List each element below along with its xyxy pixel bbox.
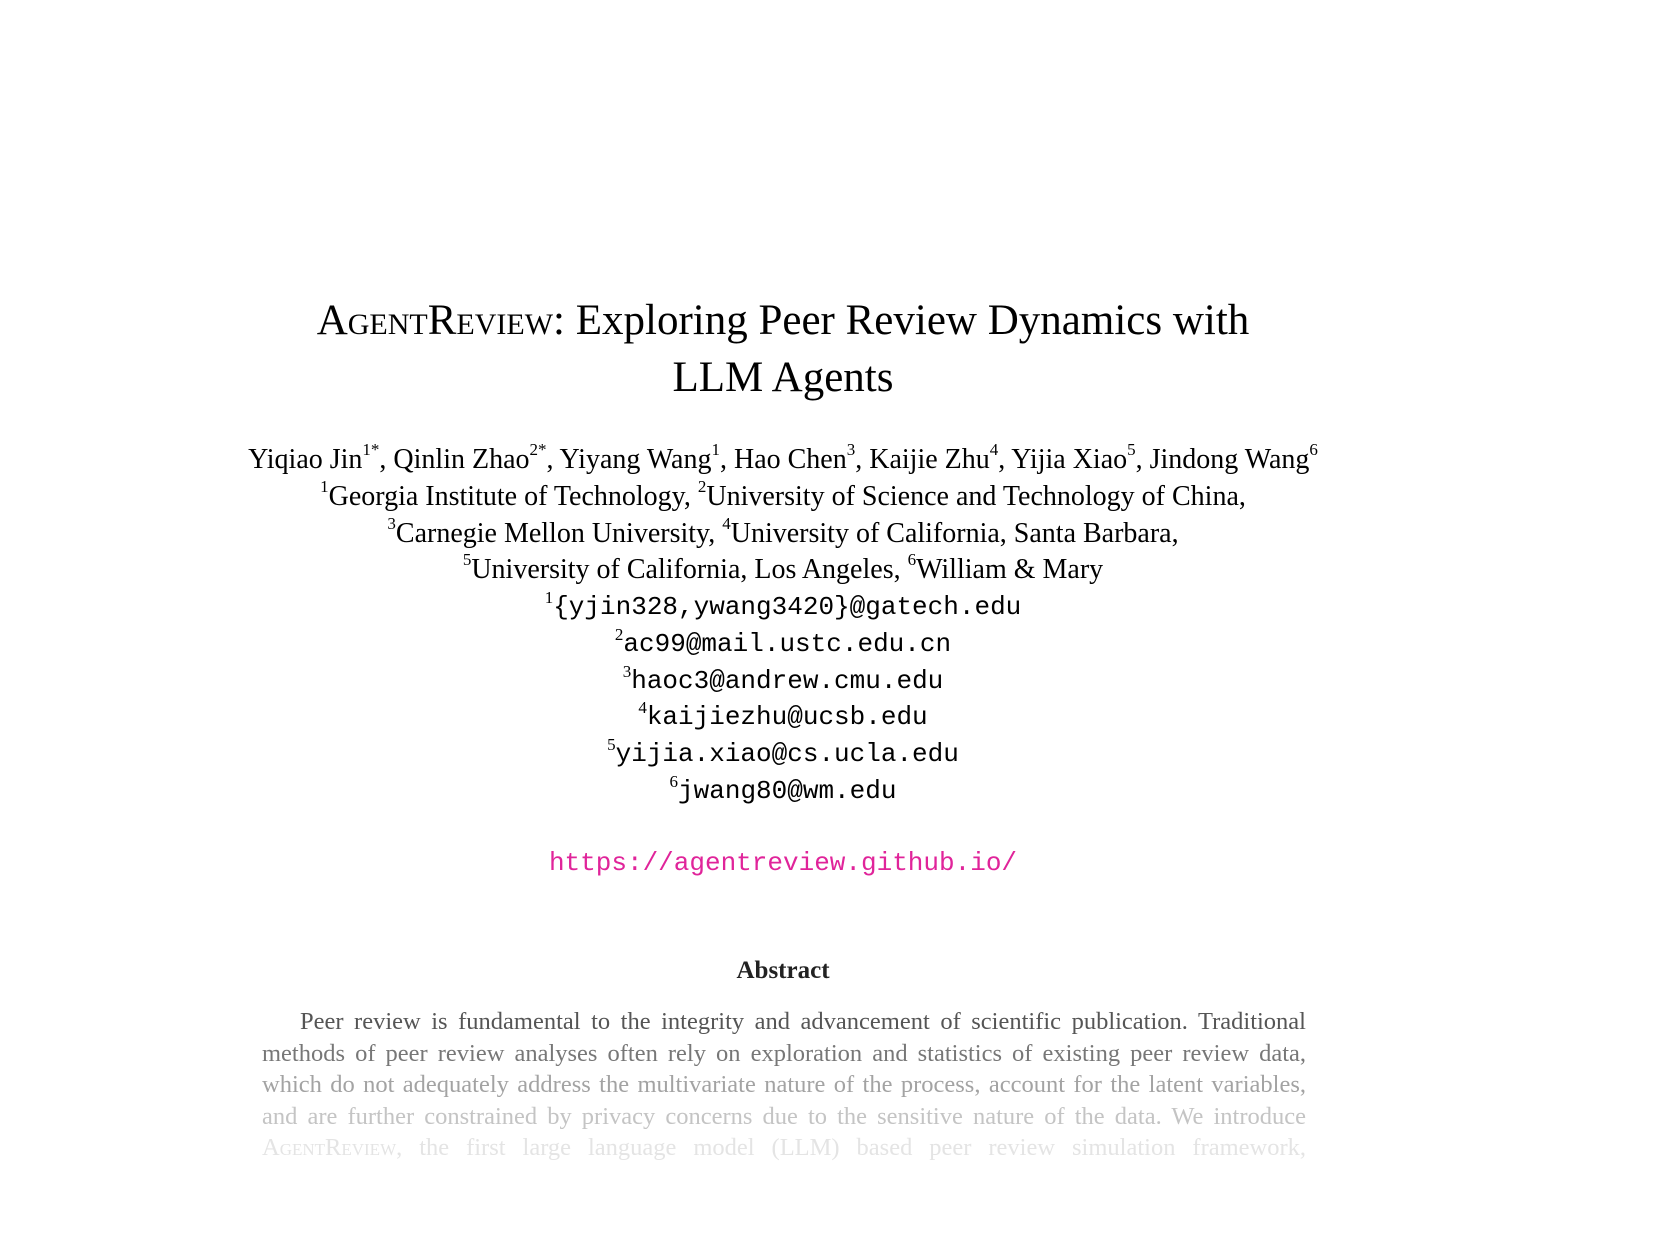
abstract-system-name: AgentReview, <box>262 1134 403 1161</box>
title-line-1: : Exploring Peer Review Dynamics with <box>553 297 1250 344</box>
email-affiliation-mark: 4 <box>638 698 647 717</box>
author-affiliation-mark: 3 <box>846 440 856 459</box>
affiliation: $^6$William & Mary <box>907 550 1104 585</box>
author-name: Hao Chen$^3$ <box>733 440 856 475</box>
author-name: Yiyang Wang$^1$ <box>559 440 720 475</box>
author-affiliation-mark: 4 <box>989 440 999 459</box>
abstract-line: and are further constrained by privacy concerns due to the sensitive nature of the data. We introduce <box>262 1102 1306 1130</box>
author-name: Yiqiao Jin$^{1*}$ <box>248 440 380 475</box>
abstract-heading: Abstract <box>736 957 830 984</box>
author-name: Jindong Wang$^6$ <box>1149 440 1318 475</box>
author-email: $^4$kaijiezhu@ucsb.edu <box>638 698 928 732</box>
author-name: Kaijie Zhu$^4$ <box>869 440 999 475</box>
affiliation-line <box>0 514 1566 550</box>
paper-title <box>0 292 1566 406</box>
author-affiliation-mark: 1* <box>362 440 380 459</box>
email-affiliation-mark: 1 <box>544 588 554 607</box>
author-email: $^3$haoc3@andrew.cmu.edu <box>622 662 944 696</box>
affiliation-mark: 4 <box>722 514 731 533</box>
abstract-line: which do not adequately address the multivariate nature of the process, account for the latent variables, <box>262 1071 1306 1098</box>
affiliation: $^5$University of California, Los Angeles, <box>462 550 901 585</box>
affiliation-mark: 1 <box>320 477 329 496</box>
email-affiliation-mark: 3 <box>622 662 632 681</box>
affiliation: $^4$University of California, Santa Barbara, <box>722 514 1179 549</box>
email-affiliation-mark: 2 <box>614 625 624 644</box>
email-affiliation-mark: 5 <box>607 735 616 754</box>
affiliation: $^2$University of Science and Technology of China, <box>697 477 1246 512</box>
author-email: $^1${yjin328,ywang3420}@gatech.edu <box>544 588 1022 622</box>
author-affiliation-mark: 2* <box>529 440 547 459</box>
affiliation-mark: 3 <box>387 514 396 533</box>
author-list: Yiqiao Jin$^{1*}$, Qinlin Zhao$^{2*}$, Yiyang Wang$^1$, Hao Chen$^3$, Kaijie Zhu$^4$, Yijia Xiao$^5$, Jindong Wang$^6$ <box>248 440 1318 475</box>
email-affiliation-mark: 6 <box>669 772 679 791</box>
abstract-line-text: the first large language model (LLM) based peer review simulation framework, <box>419 1134 1307 1161</box>
project-url-link[interactable]: https://agentreview.github.io/ <box>548 848 1018 878</box>
abstract-line: Peer review is fundamental to the integrity and advancement of scientific publication. Traditional <box>300 1008 1306 1035</box>
affiliation-line <box>0 550 1566 586</box>
affiliation: $^1$Georgia Institute of Technology, <box>320 477 691 512</box>
author-name: Qinlin Zhao$^{2*}$ <box>393 440 547 475</box>
abstract-line <box>262 1134 1306 1166</box>
affiliation-mark: 5 <box>462 550 472 569</box>
author-email: $^5$yijia.xiao@cs.ucla.edu <box>607 735 959 769</box>
author-email: $^2$ac99@mail.ustc.edu.cn <box>614 625 952 659</box>
author-affiliation-mark: 5 <box>1127 440 1136 459</box>
author-affiliation-mark: 1 <box>711 440 720 459</box>
author-name: Yijia Xiao$^5$ <box>1011 440 1136 475</box>
affiliation-mark: 6 <box>907 550 917 569</box>
affiliation: $^3$Carnegie Mellon University, <box>387 514 716 549</box>
affiliation-mark: 2 <box>697 477 707 496</box>
title-system-name: AgentReview <box>316 297 554 344</box>
author-affiliation-mark: 6 <box>1309 440 1318 459</box>
title-line-2: LLM Agents <box>672 354 894 401</box>
abstract-line: methods of peer review analyses often rely on exploration and statistics of existing peer review data, <box>262 1039 1306 1067</box>
abstract-body <box>262 1008 1306 1166</box>
author-email: $^6$jwang80@wm.edu <box>669 772 897 806</box>
affiliation-line <box>0 477 1566 513</box>
